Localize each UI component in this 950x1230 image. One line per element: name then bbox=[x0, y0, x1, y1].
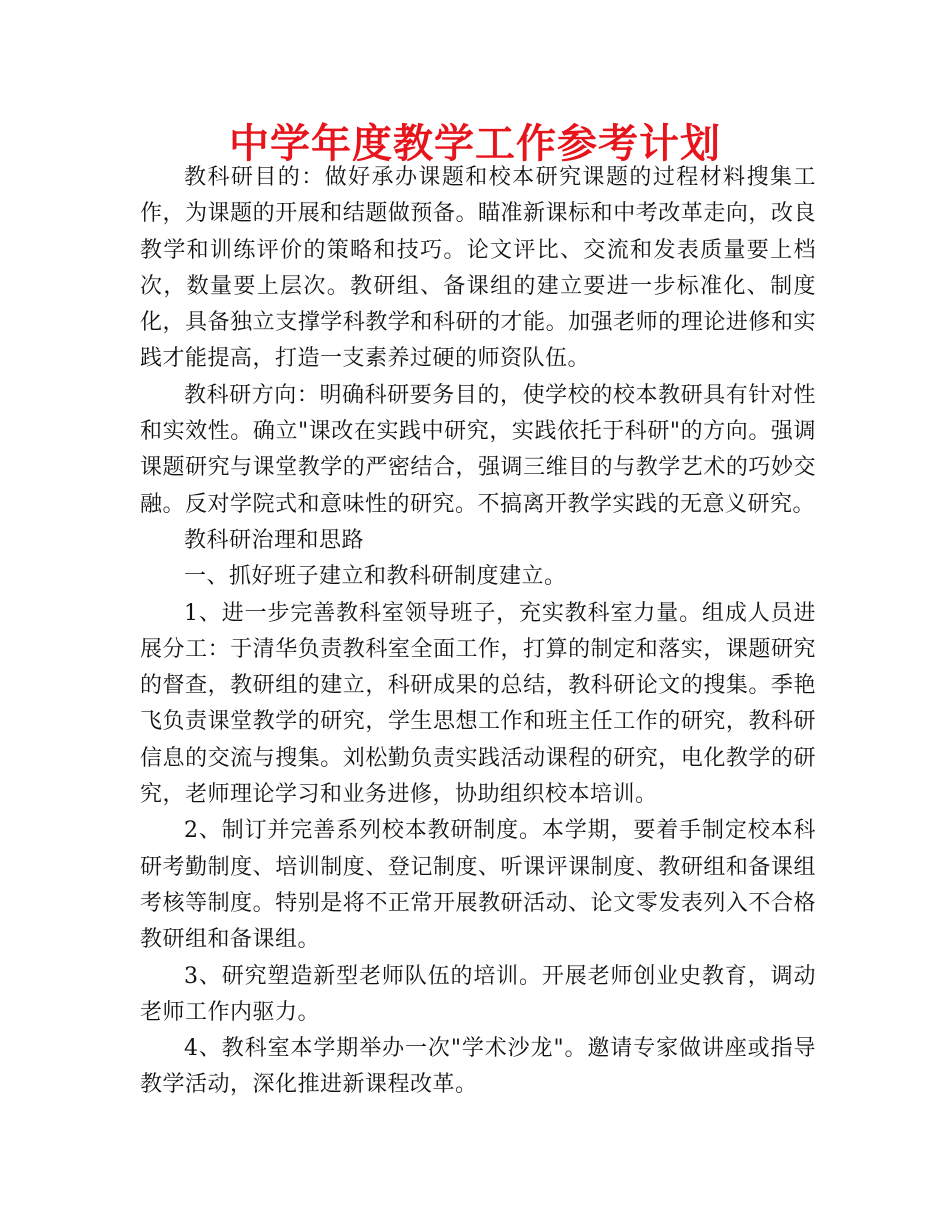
list-item-2: 2、制订并完善系列校本教研制度。本学期，要着手制定校本科研考勤制度、培训制度、登记制度、听课评课制度、教研组和备课组考核等制度。特别是将不正常开展教研活动、论文零发表列入不合格教研组和备课组。 bbox=[140, 818, 816, 953]
list-item-3: 3、研究塑造新型老师队伍的培训。开展老师创业史教育，调动老师工作内驱力。 bbox=[140, 963, 816, 1025]
document-title: 中学年度教学工作参考计划 bbox=[229, 121, 721, 167]
list-item-1: 1、进一步完善教科室领导班子，充实教科室力量。组成人员进展分工：于清华负责教科室全面工作，打算的制定和落实，课题研究的督查，教研组的建立，科研成果的总结，教科研论文的搜集。季艳飞负责课堂教学的研究，学生思想工作和班主任工作的研究，教科研信息的交流与搜集。刘松勤负责实践活动课程的研究，电化教学的研究，老师理论学习和业务进修，协助组织校本培训。 bbox=[140, 600, 816, 808]
list-item-4: 4、教科室本学期举办一次"学术沙龙"。邀请专家做讲座或指导教学活动，深化推进新课程改革。 bbox=[140, 1036, 816, 1098]
document-body bbox=[140, 160, 816, 1104]
paragraph-research-goal: 教科研目的：做好承办课题和校本研究课题的过程材料搜集工作，为课题的开展和结题做预备。瞄准新课标和中考改革走向，改良教学和训练评价的策略和技巧。论文评比、交流和发表质量要上档次，数量要上层次。教研组、备课组的建立要进一步标准化、制度化，具备独立支撑学科教学和科研的才能。加强老师的理论进修和实践才能提高，打造一支素养过硬的师资队伍。 bbox=[140, 165, 816, 372]
paragraph-research-direction: 教科研方向：明确科研要务目的，使学校的校本教研具有针对性和实效性。确立"课改在实践中研究，实践依托于科研"的方向。强调课题研究与课堂教学的严密结合，强调三维目的与教学艺术的巧妙交融。反对学院式和意味性的研究。不搞离开教学实践的无意义研究。 bbox=[140, 382, 816, 517]
section-heading-management: 教科研治理和思路 bbox=[184, 527, 365, 553]
section-heading-part-one: 一、抓好班子建立和教科研制度建立。 bbox=[184, 564, 567, 590]
